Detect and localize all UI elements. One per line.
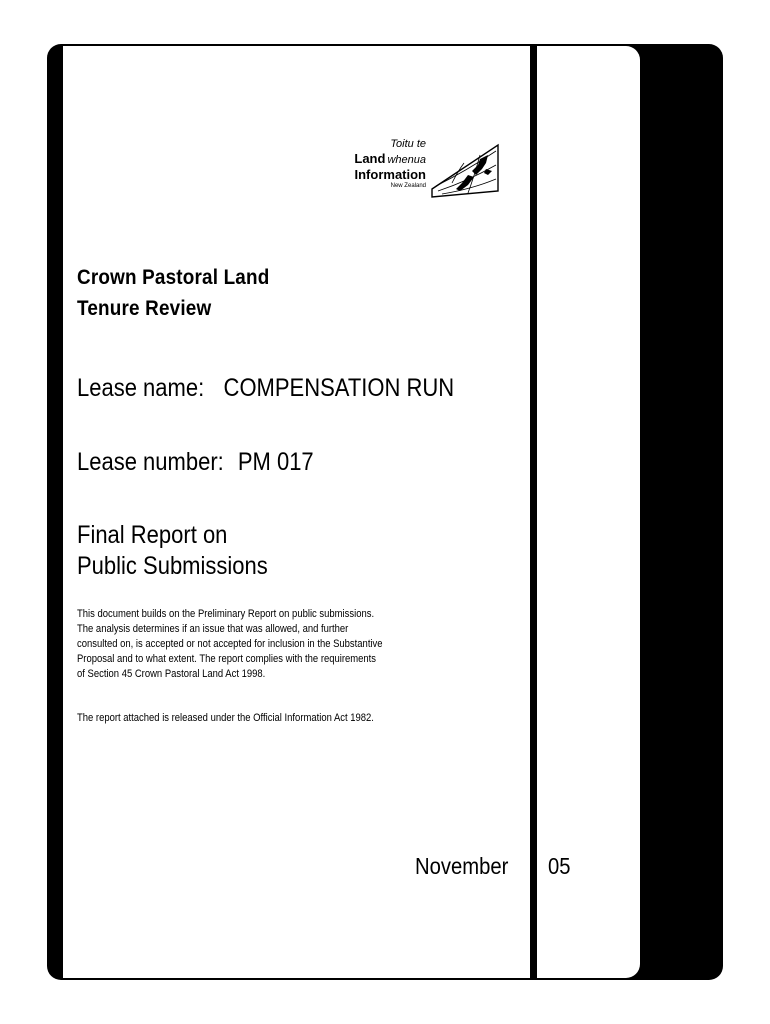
description-paragraph — [77, 607, 383, 682]
description-line-3: consulted on, is accepted or not accepted for inclusion in the Substantive — [77, 638, 383, 650]
lease-name-value: COMPENSATION RUN — [223, 374, 455, 402]
lease-number-row — [77, 446, 314, 478]
description-line-1: This document builds on the Preliminary Report on public submissions. — [77, 608, 375, 620]
logo-land: Land — [354, 151, 386, 166]
document-heading — [77, 262, 269, 324]
logo-land-line — [354, 151, 426, 167]
linz-logo — [334, 139, 504, 207]
lease-number-value: PM 017 — [237, 448, 314, 476]
report-title — [77, 520, 268, 582]
logo-text — [354, 139, 426, 189]
report-cover — [47, 44, 723, 980]
date-year: 05 — [548, 853, 571, 879]
spine-line — [530, 46, 537, 978]
description-line-5: of Section 45 Crown Pastoral Land Act 1998. — [77, 668, 266, 680]
heading-line-1: Crown Pastoral Land — [77, 266, 270, 289]
lease-number-label: Lease number: — [77, 448, 224, 476]
heading-line-2: Tenure Review — [77, 297, 212, 320]
logo-maori-line: Toitu te — [390, 138, 426, 150]
cover-page — [63, 46, 640, 978]
report-title-line-1: Final Report on — [77, 521, 228, 549]
description-line-2: The analysis determines if an issue that was allowed, and further — [77, 623, 349, 635]
globe-map-icon — [428, 141, 502, 199]
logo-country: New Zealand — [390, 183, 426, 189]
description-line-4: Proposal and to what extent. The report complies with the requirements — [77, 653, 377, 665]
report-title-line-2: Public Submissions — [77, 552, 268, 580]
lease-name-label: Lease name: — [77, 374, 205, 402]
logo-information: Information — [354, 167, 426, 182]
release-note: The report attached is released under the Official Information Act 1982. — [77, 712, 374, 724]
logo-whenua: whenua — [387, 154, 426, 166]
date-month: November — [415, 853, 509, 879]
lease-name-row — [77, 372, 454, 404]
